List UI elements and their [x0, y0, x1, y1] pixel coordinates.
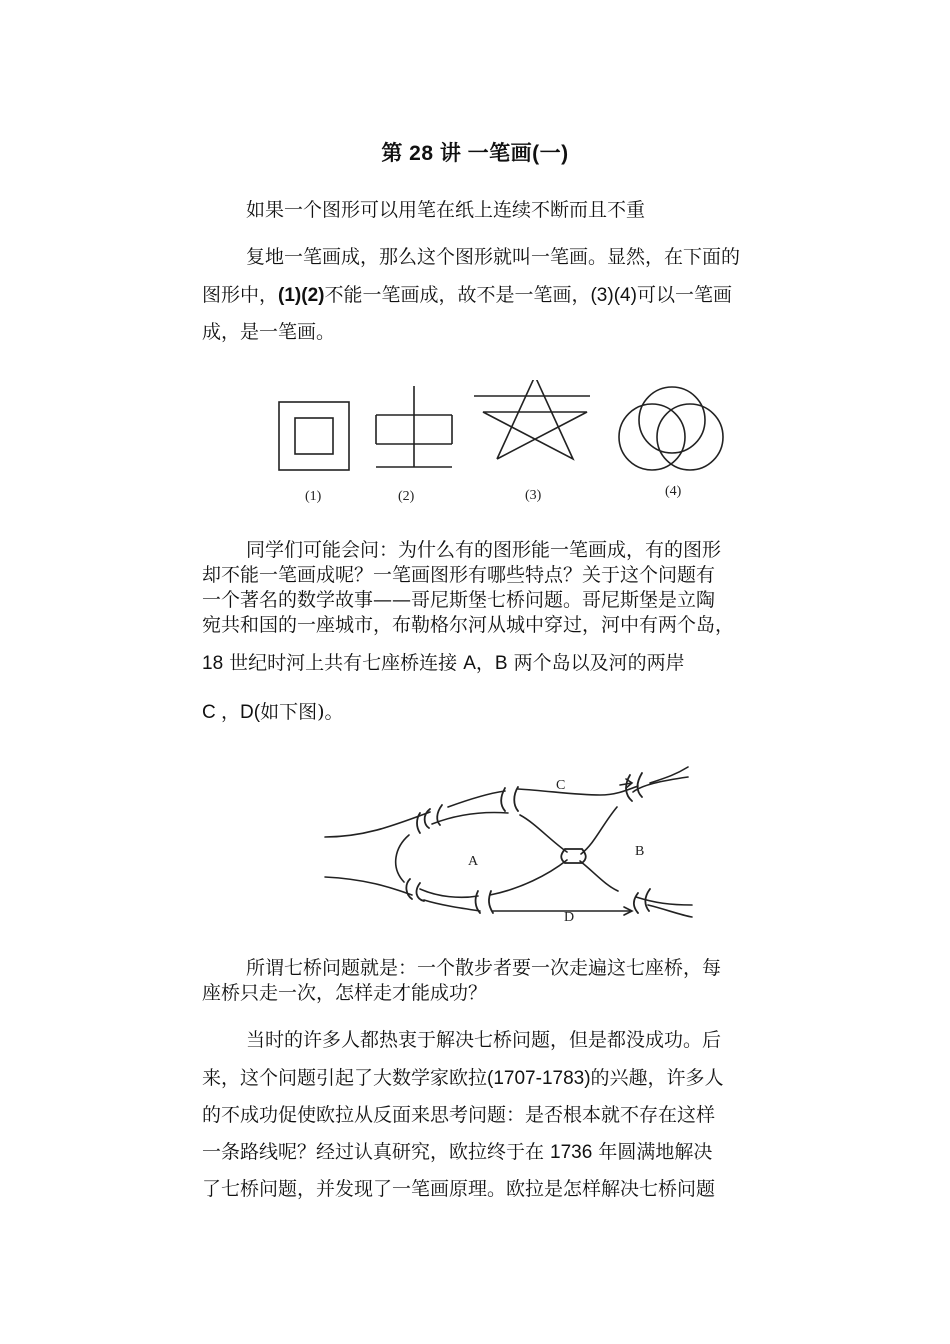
shape-label-1: (1): [305, 489, 322, 504]
p2-line-5-d: 两个岛以及河的两岸: [507, 652, 685, 674]
p3-line-1: 所谓七桥问题就是：一个散步者要一次走遍这七座桥，每: [246, 957, 722, 979]
p4-line-2-c: 的兴趣，许多人: [590, 1067, 724, 1089]
p2-banks: C ，D(: [202, 702, 261, 723]
p2-line-5: [202, 651, 812, 676]
label-bank-d: D: [564, 910, 575, 925]
shape-1-inner-square: [295, 418, 333, 454]
label-island-a: A: [468, 854, 479, 869]
p2-line-5-b: 世纪时河上共有七座桥连接: [223, 652, 464, 674]
p4-line-4-a: 一条路线呢？经过认真研究，欧拉终于在: [202, 1141, 551, 1163]
p4-line-4-c: 年圆满地解决: [592, 1141, 713, 1163]
p2-line-6-b: 如下图)。: [260, 701, 344, 723]
shape-label-3: (3): [525, 488, 542, 503]
figure-shapes: [260, 380, 740, 510]
label-island-b: B: [635, 844, 645, 859]
p2-line-6: [202, 700, 812, 725]
p1-line-3-c: 不能一笔画成，故不是一笔画，: [324, 284, 591, 306]
p2-line-2: 却不能一笔画成呢？一笔画图形有哪些特点？关于这个问题有: [202, 564, 716, 586]
p1-line-3-a: 图形中，: [202, 284, 279, 306]
p3-line-2: 座桥只走一次，怎样走才能成功？: [202, 982, 488, 1004]
p1-line-1: 如果一个图形可以用笔在纸上连续不断而且不重: [246, 199, 646, 221]
north-bank: [325, 767, 688, 837]
island-a: [396, 812, 567, 897]
shape-label-4: (4): [665, 484, 682, 499]
p4-line-4: [202, 1140, 812, 1165]
shape-2-zhong: [376, 386, 452, 467]
p1-figure-ref-34: (3)(4): [590, 285, 637, 306]
p4-line-1: 当时的许多人都热衷于解决七桥问题，但是都没成功。后: [246, 1029, 722, 1051]
shape-1-outer-square: [279, 402, 349, 470]
p4-year: 1736: [550, 1142, 593, 1163]
p2-islands: A，B: [463, 653, 508, 674]
page-title: 第 28 讲 一笔画(一): [381, 142, 569, 165]
p2-century: 18: [202, 653, 224, 674]
shape-label-2: (2): [398, 489, 415, 504]
p1-line-3-e: 可以一笔画: [636, 284, 732, 306]
p4-line-2: [202, 1066, 812, 1091]
figure-seven-bridges: [320, 755, 700, 930]
p2-line-4: 宛共和国的一座城市，布勒格尔河从城中穿过，河中有两个岛，: [202, 614, 735, 636]
p4-line-3: 的不成功促使欧拉从反面来思考问题：是否根本就不存在这样: [202, 1104, 716, 1126]
shape-3-star: [474, 380, 590, 459]
p4-line-2-a: 来，这个问题引起了大数学家欧拉: [202, 1067, 488, 1089]
island-b: [580, 777, 692, 905]
p2-line-3: 一个著名的数学故事——哥尼斯堡七桥问题。哥尼斯堡是立陶: [202, 589, 716, 611]
shape-4-circles: [619, 387, 723, 470]
label-bank-c: C: [556, 778, 566, 793]
p1-figure-ref-12: (1)(2): [278, 285, 325, 306]
p4-line-5: 了七桥问题，并发现了一笔画原理。欧拉是怎样解决七桥问题: [202, 1178, 716, 1200]
p1-line-4: 成，是一笔画。: [202, 321, 336, 343]
p4-euler-dates: (1707-1783): [487, 1068, 591, 1089]
p1-line-3: [202, 283, 812, 308]
p1-line-2: 复地一笔画成，那么这个图形就叫一笔画。显然，在下面的: [246, 246, 741, 268]
p2-line-1: 同学们可能会问：为什么有的图形能一笔画成，有的图形: [246, 539, 722, 561]
